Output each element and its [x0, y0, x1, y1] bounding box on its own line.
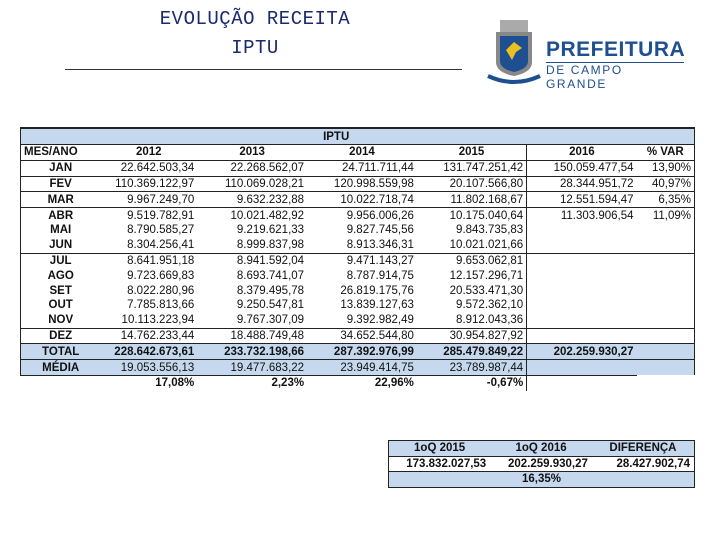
- cell-value: 9.219.621,33: [236, 224, 305, 237]
- media-row-value: 23.949.414,75: [307, 360, 417, 376]
- cell-value: 120.998.559,98: [307, 176, 417, 192]
- cell-value: 10.021.021,66: [449, 239, 524, 252]
- table-row: [21, 268, 695, 283]
- cell-value: [527, 328, 637, 344]
- comparison-percent: 16,35%: [389, 472, 695, 488]
- table-row: [21, 208, 695, 223]
- iptu-revenue-table: [20, 127, 695, 391]
- cell-value: 8.304.256,41: [127, 239, 195, 252]
- total-row-value: [637, 344, 695, 360]
- cell-value: 9.519.782,91: [100, 208, 197, 223]
- prefeitura-logo: [484, 18, 686, 91]
- value-q2016: 202.259.930,27: [490, 456, 592, 472]
- total-row-value: 287.392.976,99: [307, 344, 417, 360]
- total-row: [21, 344, 695, 360]
- page-title-line1: EVOLUÇÃO RECEITA: [159, 8, 351, 30]
- cell-value: 9.827.745,56: [346, 224, 414, 237]
- cell-value: 11.303.906,54: [527, 208, 637, 223]
- cell-value: 8.913.346,31: [346, 239, 414, 252]
- cell-value: [527, 253, 637, 268]
- header-q2015: 1oQ 2015: [389, 441, 491, 457]
- cell-value: 24.711.711,44: [307, 160, 417, 176]
- variation-value: [527, 375, 637, 390]
- table-row: [21, 223, 695, 238]
- cell-value: 13,90%: [637, 160, 695, 176]
- month-label: MAR: [21, 192, 101, 208]
- media-row-value: [527, 360, 637, 376]
- city-coat-of-arms-icon: [484, 18, 544, 88]
- cell-value: [527, 283, 637, 298]
- cell-value: 11,09%: [637, 208, 695, 223]
- cell-value: [637, 313, 695, 328]
- cell-value: 9.392.982,49: [346, 314, 414, 327]
- cell-value: 14.762.233,44: [100, 328, 197, 344]
- media-row-value: 23.789.987,44: [417, 360, 527, 376]
- month-label: FEV: [21, 176, 101, 192]
- cell-value: 9.723.669,83: [127, 269, 195, 282]
- media-row-value: 19.477.683,22: [197, 360, 307, 376]
- cell-value: 10.175.040,64: [417, 208, 527, 223]
- cell-value: 8.790.585,27: [127, 224, 195, 237]
- table-row: [21, 313, 695, 328]
- total-row-value: 202.259.930,27: [527, 344, 637, 360]
- variation-row: [21, 375, 695, 390]
- table-row: [21, 298, 695, 313]
- month-label: ABR: [21, 208, 101, 223]
- cell-value: 10.022.718,74: [307, 192, 417, 208]
- header-spacer: [21, 128, 308, 145]
- cell-value: 150.059.477,54: [527, 160, 637, 176]
- table-row: [21, 238, 695, 253]
- table-row: [21, 253, 695, 268]
- cell-value: [637, 223, 695, 238]
- column-header-2012: 2012: [100, 145, 197, 161]
- cell-value: [527, 313, 637, 328]
- column-header-2015: 2015: [417, 145, 527, 161]
- cell-value: [637, 283, 695, 298]
- month-label: MAI: [21, 223, 101, 238]
- column-header-2016: 2016: [527, 145, 637, 161]
- cell-value: [637, 328, 695, 344]
- cell-value: 9.956.006,26: [307, 208, 417, 223]
- cell-value: 22.642.503,34: [100, 160, 197, 176]
- cell-value: 28.344.951,72: [527, 176, 637, 192]
- cell-value: [637, 268, 695, 283]
- cell-value: [637, 238, 695, 253]
- column-header-2013: 2013: [197, 145, 307, 161]
- value-difference: 28.427.902,74: [592, 456, 695, 472]
- cell-value: 9.250.547,81: [236, 299, 305, 312]
- cell-value: 9.767.307,09: [236, 314, 305, 327]
- logo-subtitle: DE CAMPO GRANDE: [546, 62, 684, 91]
- table-row: [21, 160, 695, 176]
- variation-value: 17,08%: [100, 375, 197, 390]
- cell-value: 34.652.544,80: [307, 328, 417, 344]
- cell-value: 10.113.223,94: [121, 314, 195, 327]
- cell-value: [637, 253, 695, 268]
- cell-value: 9.572.362,10: [456, 299, 524, 312]
- cell-value: 8.912.043,36: [456, 314, 524, 327]
- group-header-row: [21, 128, 695, 145]
- cell-value: 8.022.280,96: [127, 284, 195, 297]
- cell-value: [527, 223, 637, 238]
- month-label: AGO: [21, 268, 101, 283]
- month-label: SET: [21, 283, 101, 298]
- group-header-iptu: IPTU: [307, 128, 694, 145]
- variation-value: 2,23%: [197, 375, 307, 390]
- column-header-mes-ano: MES/ANO: [21, 145, 101, 161]
- cell-value: 9.843.735,83: [456, 224, 524, 237]
- month-label: JUN: [21, 238, 101, 253]
- cell-value: 9.653.062,81: [417, 253, 527, 268]
- column-header-pct-var: % VAR: [637, 145, 695, 161]
- cell-value: 8.641.951,18: [100, 253, 197, 268]
- media-row-label: MÉDIA: [21, 360, 101, 376]
- cell-value: 9.471.143,27: [307, 253, 417, 268]
- cell-value: 20.533.471,30: [449, 284, 524, 297]
- cell-value: 10.021.482,92: [197, 208, 307, 223]
- month-label: JUL: [21, 253, 101, 268]
- cell-value: 7.785.813,66: [127, 299, 195, 312]
- logo-title: PREFEITURA: [546, 38, 686, 61]
- media-row-value: 19.053.556,13: [100, 360, 197, 376]
- cell-value: [527, 238, 637, 253]
- table-row: [21, 192, 695, 208]
- total-row-value: 233.732.198,66: [197, 344, 307, 360]
- comparison-header-row: [389, 441, 695, 457]
- cell-value: 26.819.175,76: [340, 284, 414, 297]
- month-label: DEZ: [21, 328, 101, 344]
- column-header-2014: 2014: [307, 145, 417, 161]
- month-label: NOV: [21, 313, 101, 328]
- cell-value: 20.107.566,80: [417, 176, 527, 192]
- media-row: [21, 360, 695, 376]
- cell-value: 9.967.249,70: [100, 192, 197, 208]
- value-q2015: 173.832.027,53: [389, 456, 491, 472]
- cell-value: 8.941.592,04: [197, 253, 307, 268]
- comparison-values-row: [389, 456, 695, 472]
- cell-value: 13.839.127,63: [340, 299, 414, 312]
- total-row-value: 228.642.673,61: [100, 344, 197, 360]
- cell-value: 18.488.749,48: [197, 328, 307, 344]
- cell-value: 8.379.495,78: [236, 284, 305, 297]
- month-label: JAN: [21, 160, 101, 176]
- comparison-percent-row: [389, 472, 695, 488]
- page-title-line2: IPTU: [231, 37, 279, 59]
- cell-value: 110.369.122,97: [100, 176, 197, 192]
- variation-value: -0,67%: [417, 375, 527, 390]
- cell-value: 110.069.028,21: [197, 176, 307, 192]
- cell-value: 22.268.562,07: [197, 160, 307, 176]
- column-header-row: [21, 145, 695, 161]
- table-row: [21, 328, 695, 344]
- cell-value: 40,97%: [637, 176, 695, 192]
- media-row-value: [637, 360, 695, 376]
- title-divider: [65, 69, 462, 70]
- table-row: [21, 176, 695, 192]
- cell-value: [527, 268, 637, 283]
- cell-value: 9.632.232,88: [197, 192, 307, 208]
- cell-value: [637, 298, 695, 313]
- cell-value: 8.787.914,75: [346, 269, 414, 282]
- cell-value: 30.954.827,92: [417, 328, 527, 344]
- total-row-value: 285.479.849,22: [417, 344, 527, 360]
- cell-value: 12.551.594,47: [527, 192, 637, 208]
- table-row: [21, 283, 695, 298]
- variation-value: 22,96%: [307, 375, 417, 390]
- cell-value: 11.802.168,67: [417, 192, 527, 208]
- cell-value: 12.157.296,71: [449, 269, 524, 282]
- total-row-label: TOTAL: [21, 344, 101, 360]
- cell-value: [527, 298, 637, 313]
- cell-value: 6,35%: [637, 192, 695, 208]
- month-label: OUT: [21, 298, 101, 313]
- quarter-comparison-table: [388, 440, 695, 488]
- cell-value: 8.999.837,98: [236, 239, 305, 252]
- cell-value: 8.693.741,07: [236, 269, 305, 282]
- variation-label: [21, 375, 101, 390]
- header-q2016: 1oQ 2016: [490, 441, 592, 457]
- header-difference: DIFERENÇA: [592, 441, 695, 457]
- cell-value: 131.747.251,42: [417, 160, 527, 176]
